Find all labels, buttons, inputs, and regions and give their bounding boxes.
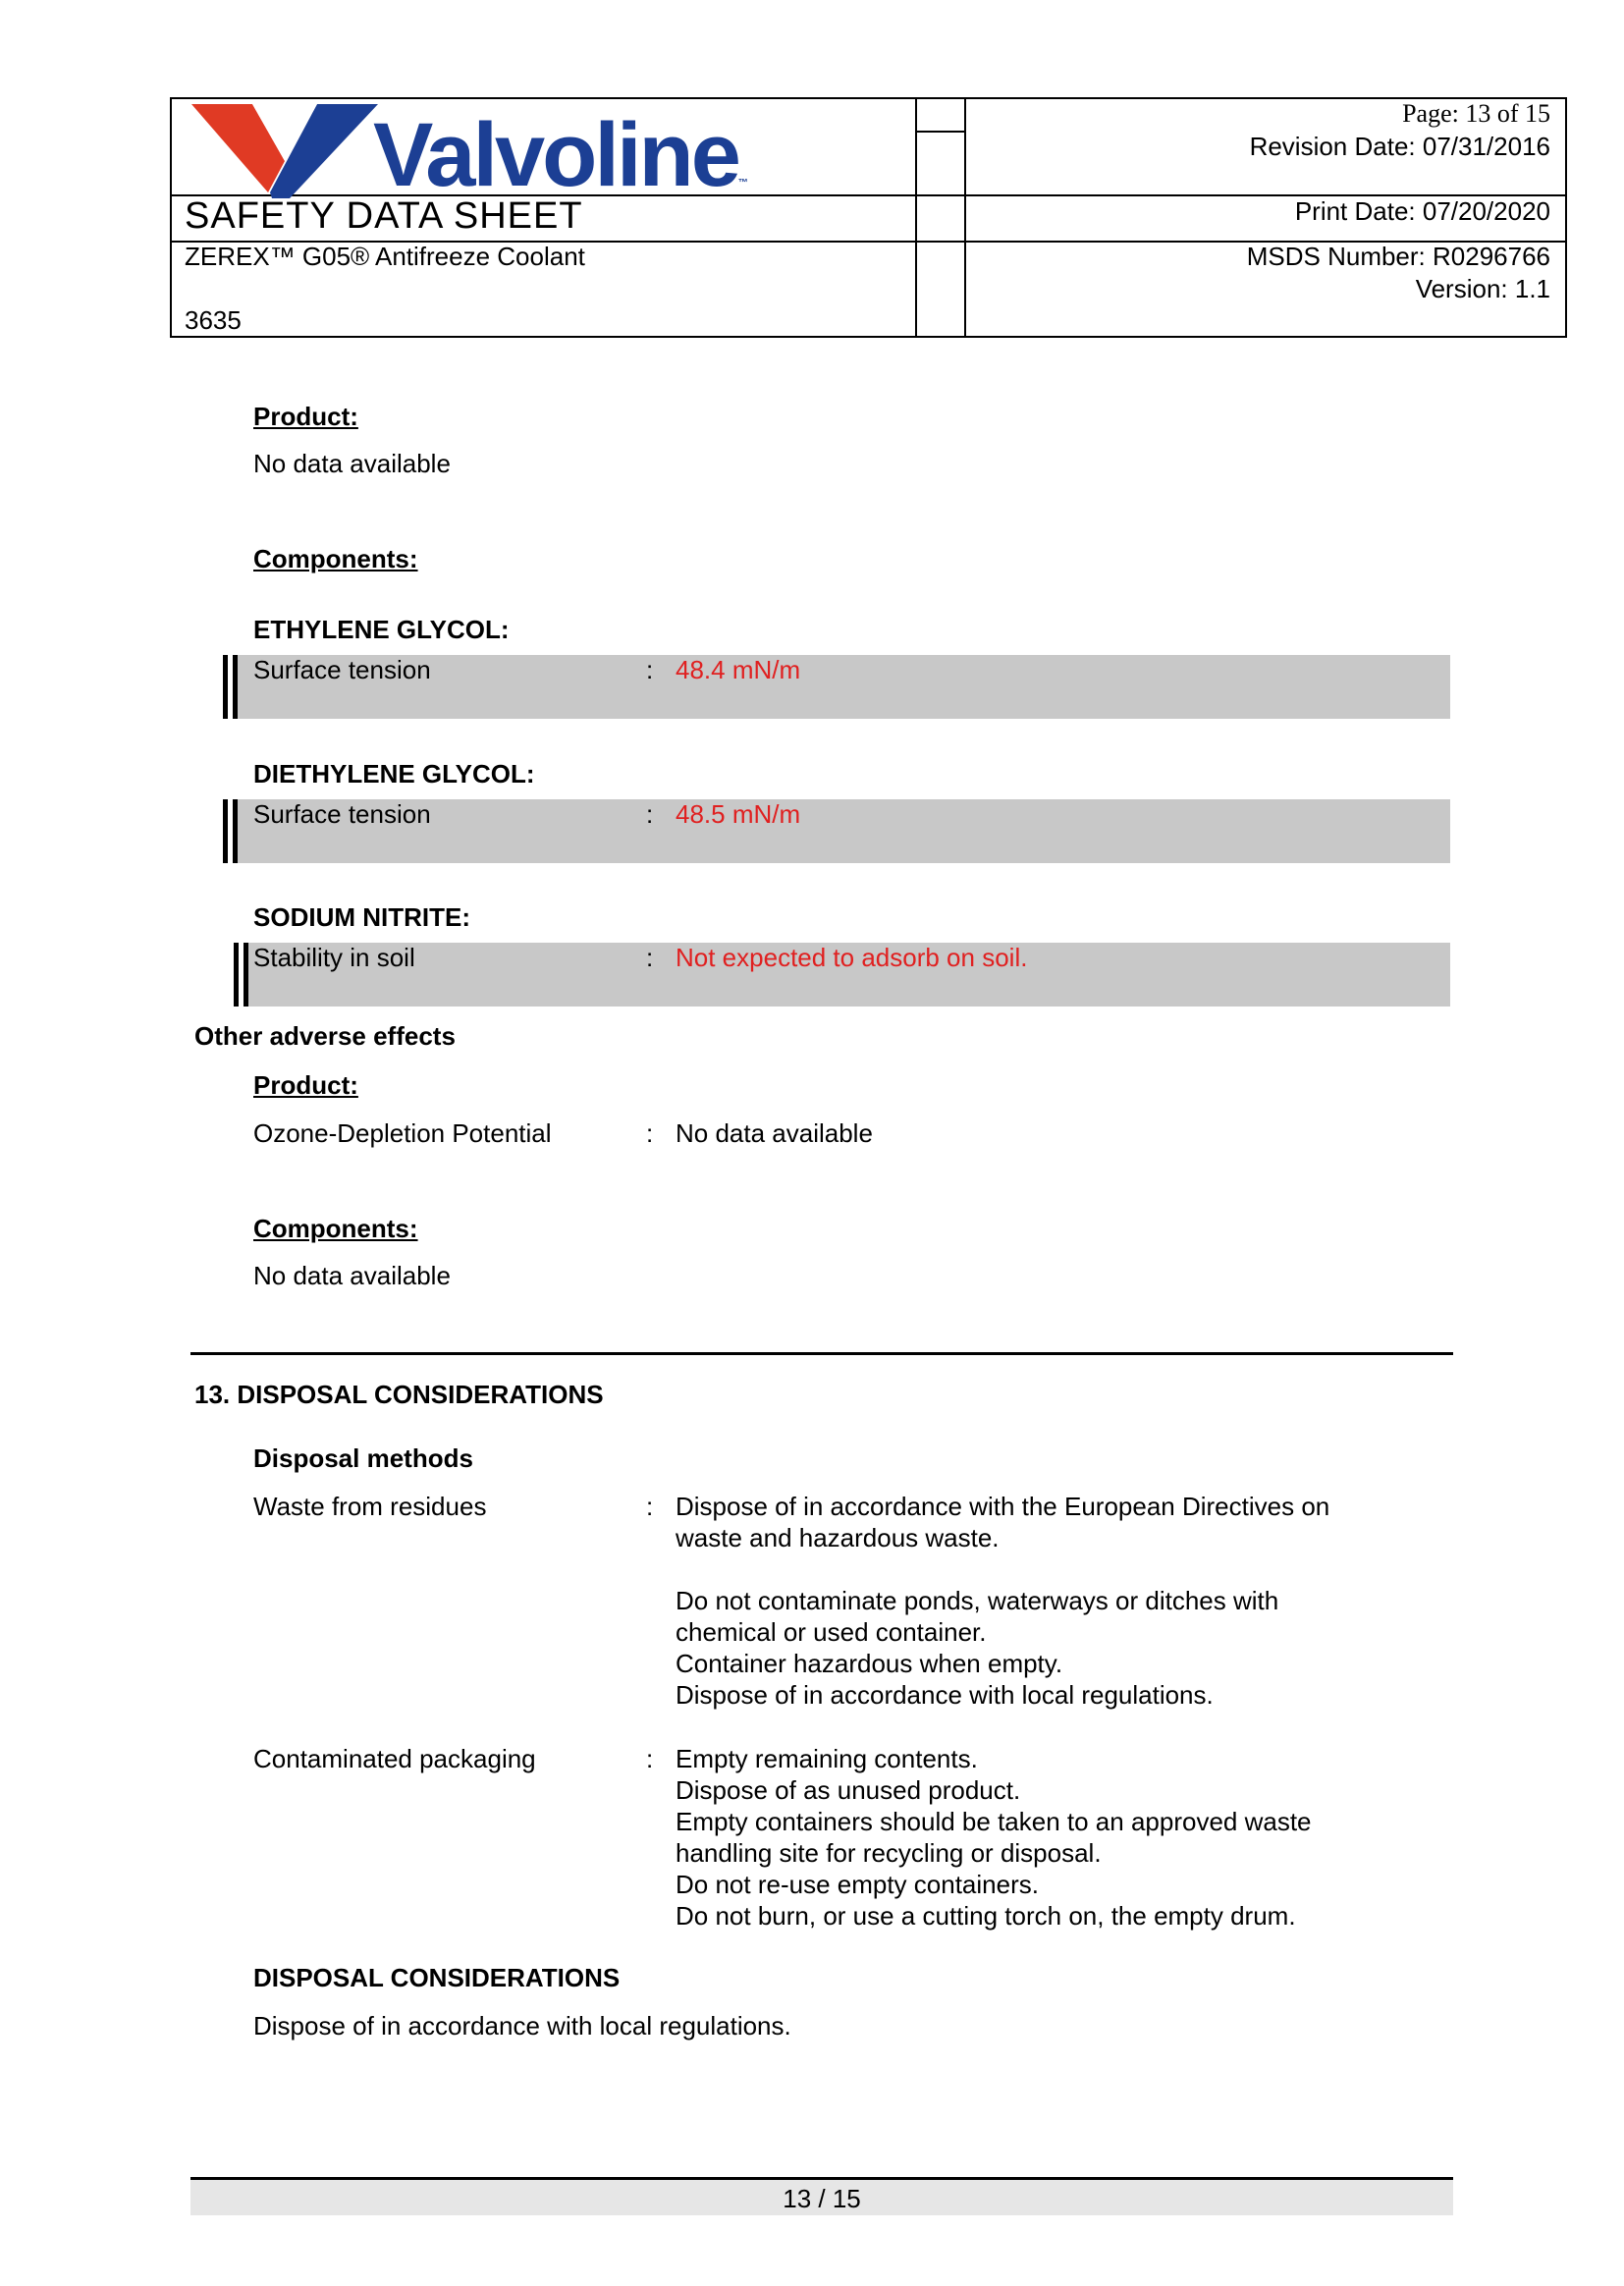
packaging-line: Do not re-use empty containers. [676,1870,1039,1899]
change-bar [244,943,248,1007]
product-heading: Product: [253,1070,358,1100]
separator-colon: : [646,1118,654,1148]
packaging-line: handling site for recycling or disposal. [676,1838,1102,1868]
component-name: SODIUM NITRITE: [253,902,470,932]
component-property-label: Stability in soil [253,943,415,972]
component-property-label: Surface tension [253,799,431,829]
ozone-value: No data available [676,1118,873,1148]
considerations-text: Dispose of in accordance with local regulations. [253,2011,791,2041]
page-indicator: Page: 13 of 15 [1402,99,1550,128]
components-heading: Components: [253,1214,418,1243]
subsection-heading: Disposal methods [253,1443,473,1473]
separator-colon: : [646,655,654,684]
product-name: ZEREX™ G05® Antifreeze Coolant [185,242,585,271]
product-heading: Product: [253,402,358,431]
change-bar [223,655,228,719]
valvoline-wordmark: Valvoline™ [373,105,745,205]
product-value: No data available [253,449,451,478]
packaging-line: Empty remaining contents. [676,1744,978,1773]
print-date: Print Date: 07/20/2020 [1294,196,1550,226]
waste-line: chemical or used container. [676,1617,987,1647]
component-property-value: 48.5 mN/m [676,799,801,829]
packaging-line: Do not burn, or use a cutting torch on, the empty drum. [676,1901,1296,1931]
document-title: SAFETY DATA SHEET [185,195,583,237]
waste-line: waste and hazardous waste. [676,1523,1000,1552]
page-number: 13 / 15 [783,2184,861,2213]
separator-colon: : [646,799,654,829]
section-divider [190,1352,1453,1355]
section-heading: Other adverse effects [194,1021,456,1051]
change-bar [233,799,238,863]
ozone-label: Ozone-Depletion Potential [253,1118,552,1148]
component-property-label: Surface tension [253,655,431,684]
components-value: No data available [253,1261,451,1290]
packaging-line: Empty containers should be taken to an approved waste [676,1807,1312,1836]
waste-line: Do not contaminate ponds, waterways or ditches with [676,1586,1279,1615]
waste-line: Container hazardous when empty. [676,1649,1063,1678]
separator-colon: : [646,1744,654,1773]
valvoline-v-logo-icon [191,102,378,198]
packaging-label: Contaminated packaging [253,1744,536,1773]
msds-number: MSDS Number: R0296766 [1246,242,1550,271]
version: Version: 1.1 [1415,274,1550,303]
component-name: DIETHYLENE GLYCOL: [253,759,535,789]
product-code: 3635 [185,305,242,335]
component-name: ETHYLENE GLYCOL: [253,615,510,644]
separator-colon: : [646,1492,654,1521]
packaging-line: Dispose of as unused product. [676,1775,1021,1805]
change-bar [234,943,239,1007]
subsection-heading: DISPOSAL CONSIDERATIONS [253,1963,621,1992]
section-title: 13. DISPOSAL CONSIDERATIONS [194,1380,604,1409]
change-bar [223,799,228,863]
waste-line: Dispose of in accordance with the European Directives on [676,1492,1330,1521]
separator-colon: : [646,943,654,972]
components-heading: Components: [253,544,418,573]
component-property-value: Not expected to adsorb on soil. [676,943,1028,972]
revision-date: Revision Date: 07/31/2016 [1249,132,1550,161]
waste-line: Dispose of in accordance with local regulations. [676,1680,1214,1710]
component-property-value: 48.4 mN/m [676,655,801,684]
waste-label: Waste from residues [253,1492,487,1521]
change-bar [233,655,238,719]
